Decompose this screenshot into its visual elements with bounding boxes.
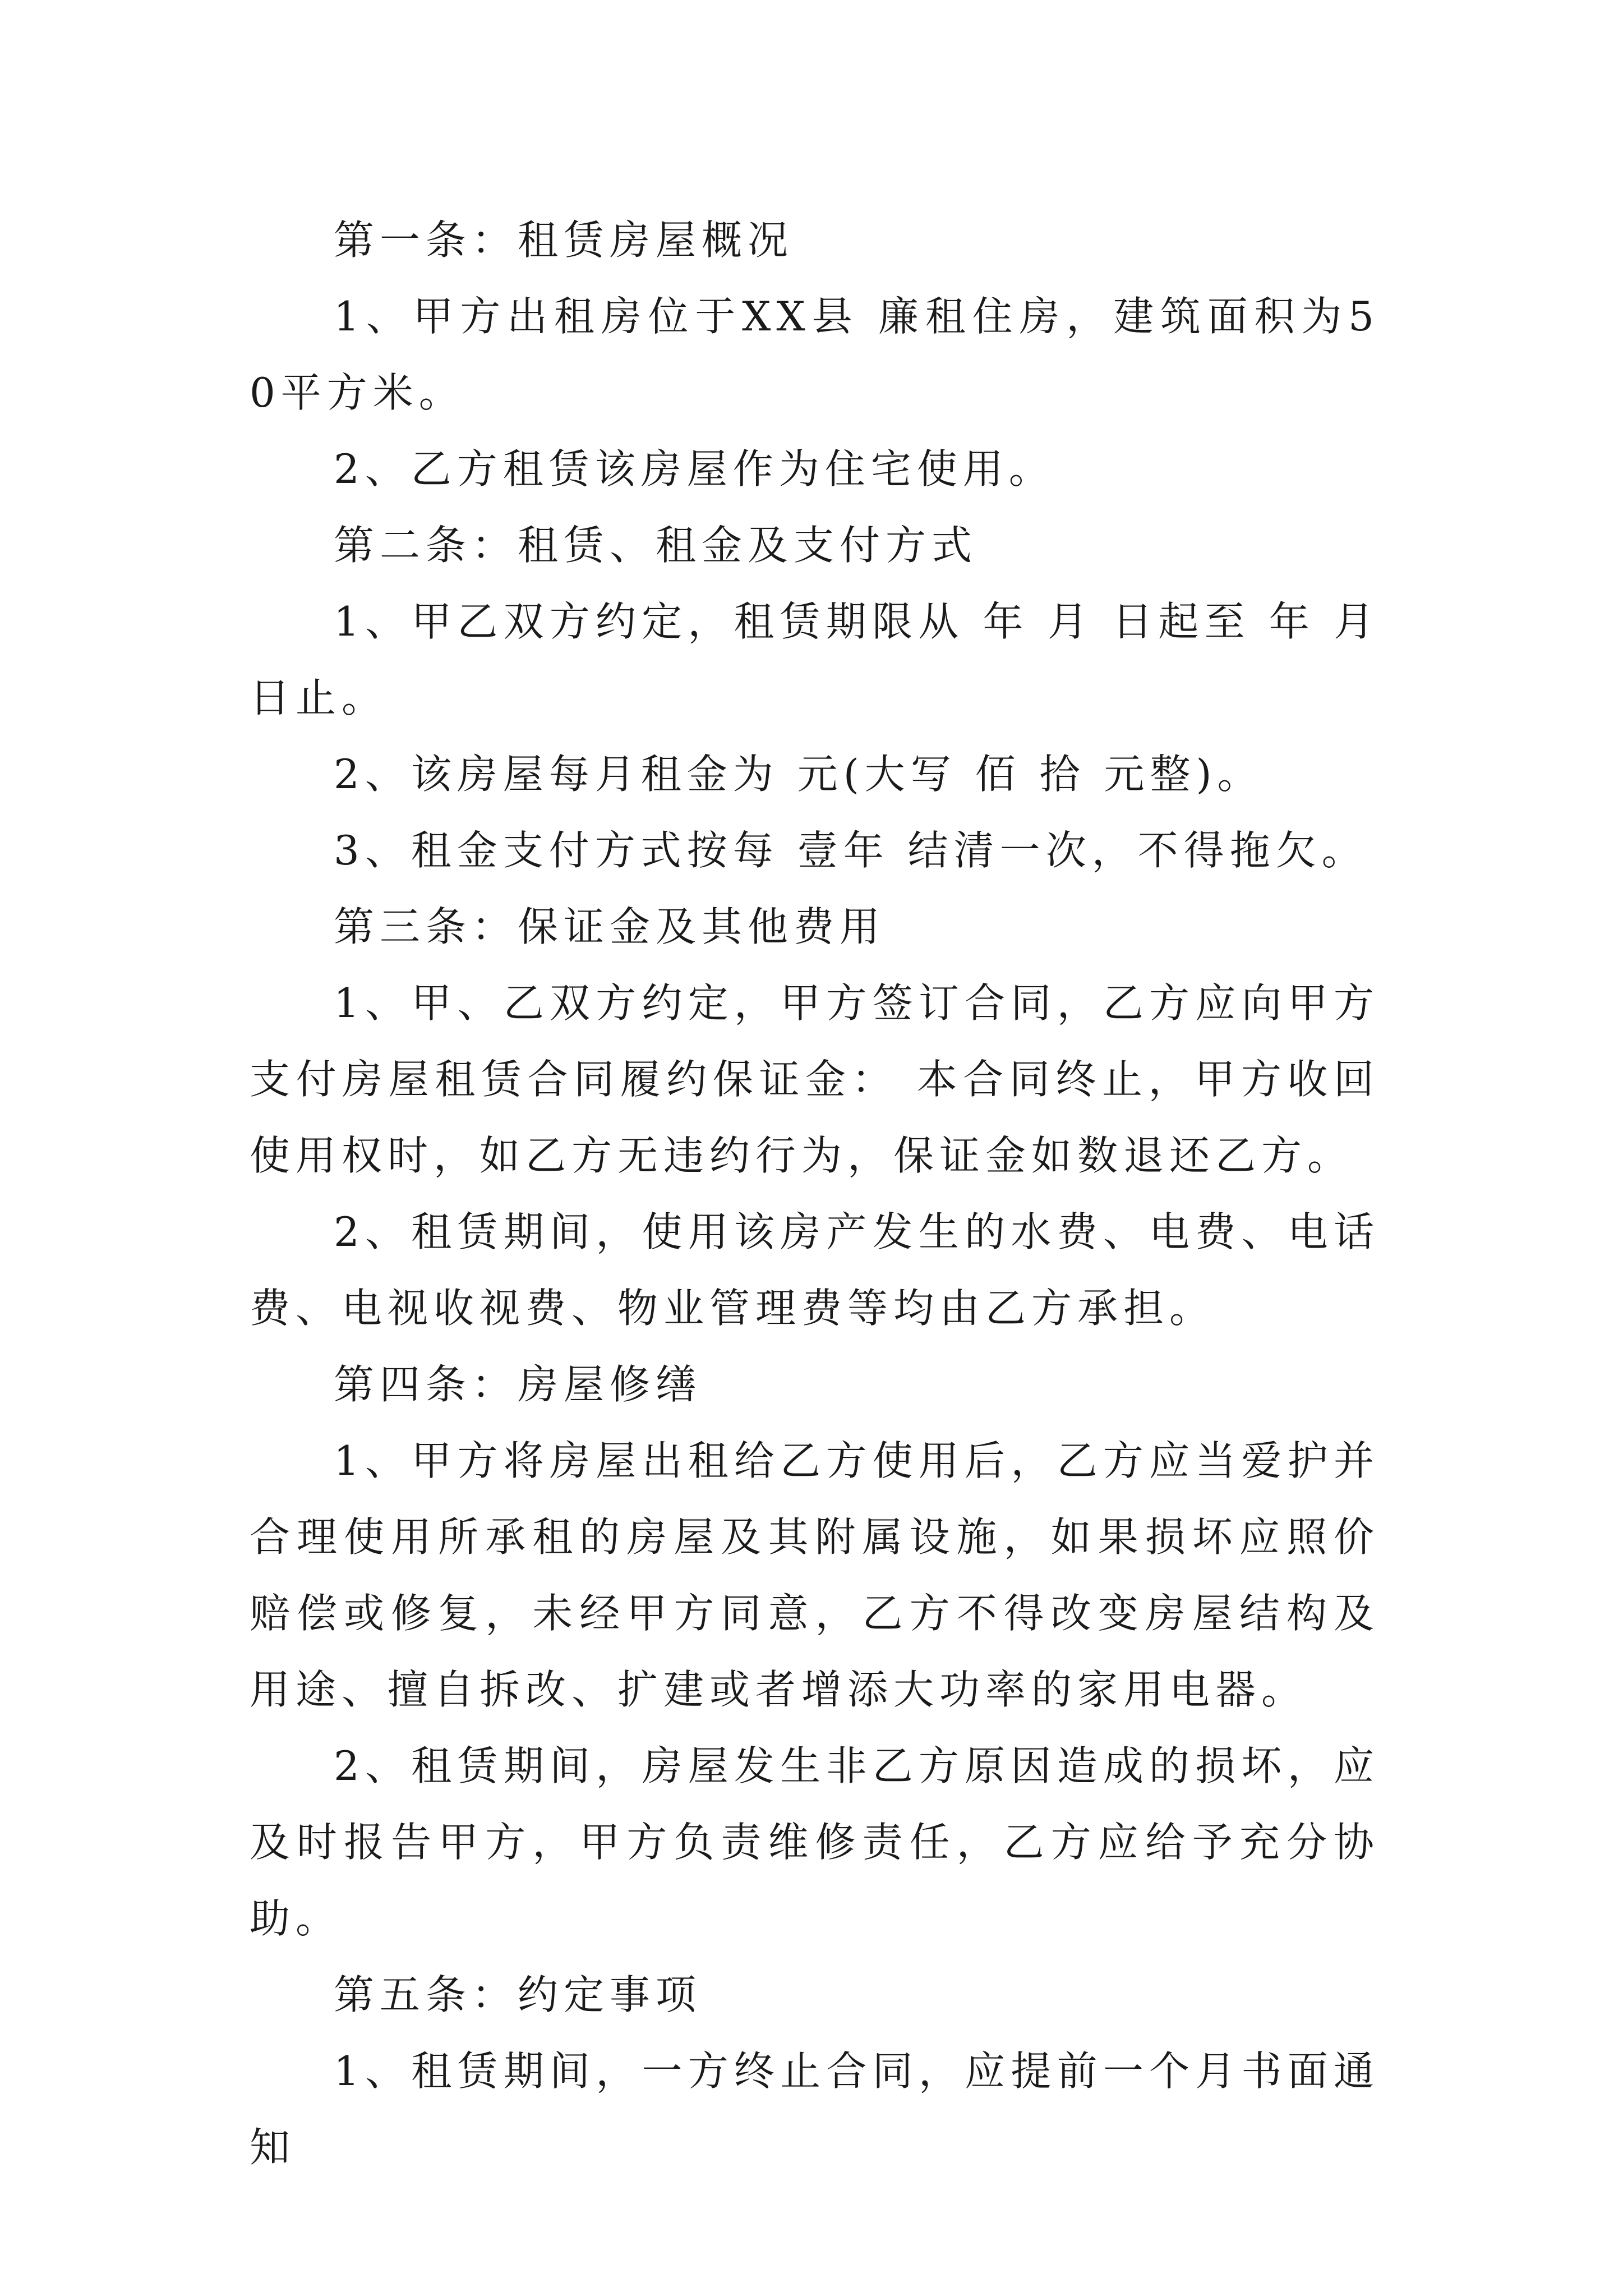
clause-4-1: 1、甲方将房屋出租给乙方使用后，乙方应当爱护并合理使用所承租的房屋及其附属设施，如果损坏应照价赔偿或修复，未经甲方同意，乙方不得改变房屋结构及用途、擅自拆改、扩建或者增添大功率的家用电器。 — [250, 1437, 1380, 1713]
clause-3-2: 2、租赁期间，使用该房产发生的水费、电费、电话费、电视收视费、物业管理费等均由乙方承担。 — [250, 1208, 1380, 1332]
section-heading-2: 第二条：租赁、租金及支付方式 — [334, 522, 978, 569]
clause-1-2: 2、乙方租赁该房屋作为住宅使用。 — [334, 445, 1055, 493]
section-heading-5: 第五条：约定事项 — [334, 1971, 702, 2018]
section-heading-3: 第三条：保证金及其他费用 — [334, 903, 886, 950]
clause-2-1: 1、甲乙双方约定，租赁期限从 年 月 日起至 年 月 日止。 — [250, 598, 1380, 721]
clause-3-1: 1、甲、乙双方约定，甲方签订合同，乙方应向甲方支付房屋租赁合同履约保证金： 本合同终止，甲方收回使用权时，如乙方无违约行为，保证金如数退还乙方。 — [250, 979, 1380, 1179]
clause-4-2: 2、租赁期间，房屋发生非乙方原因造成的损坏，应及时报告甲方，甲方负责维修责任，乙方应给予充分协助。 — [250, 1742, 1380, 1942]
document-body — [250, 202, 1380, 2185]
clause-2-3: 3、租金支付方式按每 壹年 结清一次，不得拖欠。 — [334, 827, 1368, 874]
section-heading-4: 第四条：房屋修缮 — [334, 1361, 702, 1408]
clause-2-2: 2、该房屋每月租金为 元(大写 佰 拾 元整)。 — [334, 751, 1264, 798]
section-heading-1: 第一条：租赁房屋概况 — [334, 217, 794, 264]
clause-1-1: 1、甲方出租房位于XX县 廉租住房，建筑面积为50平方米。 — [250, 293, 1380, 416]
clause-5-1: 1、租赁期间，一方终止合同，应提前一个月书面通知 — [250, 2047, 1380, 2171]
